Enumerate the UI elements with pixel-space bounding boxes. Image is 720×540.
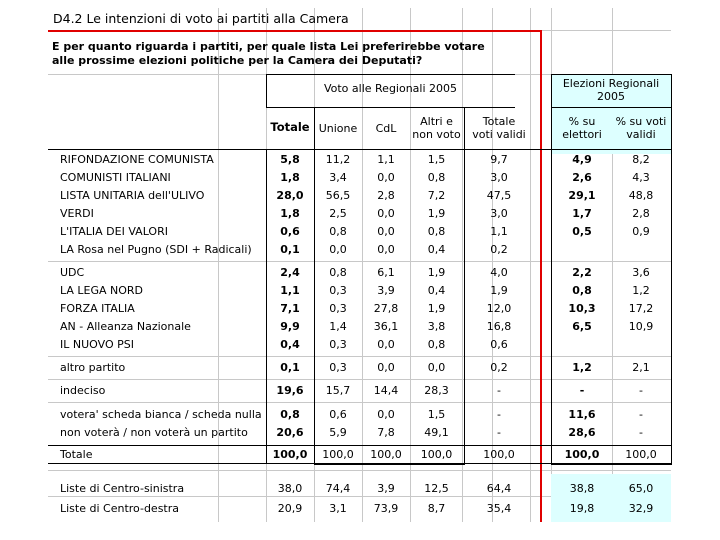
cell-tvv: - — [497, 408, 501, 421]
row-label: Totale — [60, 448, 93, 461]
row-label: LA Rosa nel Pugno (SDI + Radicali) — [60, 243, 252, 256]
cell-pv: 2,1 — [632, 361, 650, 374]
cell-pv: - — [639, 426, 643, 439]
cell-pv: 8,2 — [632, 153, 650, 166]
cell-tvv: - — [497, 426, 501, 439]
red-top-rule — [48, 30, 542, 32]
cell-pe: 38,8 — [569, 482, 595, 495]
col-header-perc-voti-validi: % su voti validi — [615, 115, 667, 141]
cell-totale: 0,6 — [280, 225, 300, 238]
cell-unione: 0,6 — [329, 408, 347, 421]
cell-unione: 0,3 — [329, 361, 347, 374]
cell-cdl: 0,0 — [377, 171, 395, 184]
cell-totale: 0,1 — [280, 243, 300, 256]
cell-altri: 1,9 — [427, 266, 446, 279]
cell-tvv: - — [497, 384, 501, 397]
cell-pe: 1,7 — [572, 207, 592, 220]
cell-cdl: 7,8 — [377, 426, 395, 439]
cell-tvv: 16,8 — [486, 320, 512, 333]
cell-totale: 2,4 — [280, 266, 300, 279]
col-header-totale-voti-validi: Totale voti validi — [472, 115, 526, 141]
cell-cdl: 3,9 — [377, 482, 395, 495]
row-label: VERDI — [60, 207, 94, 220]
cell-cdl: 0,0 — [377, 207, 395, 220]
row-label: LISTA UNITARIA dell'ULIVO — [60, 189, 205, 202]
row-label: Liste di Centro-sinistra — [60, 482, 185, 495]
cell-tvv: 1,1 — [490, 225, 508, 238]
cell-totale: 28,0 — [276, 189, 304, 202]
cell-totale: 0,4 — [280, 338, 300, 351]
col-header-altri: Altri e non voto — [412, 115, 461, 141]
cell-tvv: 1,9 — [490, 284, 508, 297]
row-label: COMUNISTI ITALIANI — [60, 171, 171, 184]
cell-pe: - — [579, 384, 585, 397]
cell-altri: 0,8 — [427, 338, 446, 351]
cell-totale: 100,0 — [272, 448, 308, 461]
cell-cdl: 0,0 — [377, 361, 395, 374]
cell-altri: 0,8 — [427, 171, 446, 184]
cell-unione: 1,4 — [329, 320, 347, 333]
cell-cdl: 0,0 — [377, 225, 395, 238]
row-label: RIFONDAZIONE COMUNISTA — [60, 153, 214, 166]
cell-pe: 28,6 — [568, 426, 596, 439]
cell-unione: 0,8 — [329, 266, 347, 279]
cell-altri: 0,4 — [427, 243, 446, 256]
row-label: LA LEGA NORD — [60, 284, 144, 297]
cell-tvv: 0,2 — [490, 243, 508, 256]
row-label: non voterà / non voterà un partito — [60, 426, 248, 439]
cell-pe: 2,2 — [572, 266, 592, 279]
red-divider — [540, 30, 542, 522]
cell-tvv: 0,6 — [490, 338, 508, 351]
cell-totale: 7,1 — [280, 302, 300, 315]
cell-cdl: 36,1 — [373, 320, 399, 333]
cell-altri: 1,9 — [427, 302, 446, 315]
row-label: L'ITALIA DEI VALORI — [60, 225, 168, 238]
cell-pv: 3,6 — [632, 266, 650, 279]
cell-pv: 2,8 — [632, 207, 650, 220]
grid-line — [48, 470, 671, 471]
cell-pv: - — [639, 408, 643, 421]
cell-cdl: 6,1 — [377, 266, 395, 279]
cell-pe: 29,1 — [568, 189, 596, 202]
cell-cdl: 0,0 — [377, 338, 395, 351]
cell-altri: 12,5 — [424, 482, 449, 495]
cell-unione: 3,1 — [329, 502, 347, 515]
cell-unione: 11,2 — [325, 153, 351, 166]
cell-totale: 38,0 — [277, 482, 303, 495]
cell-totale: 19,6 — [276, 384, 304, 397]
cell-pv: 48,8 — [628, 189, 654, 202]
row-label: UDC — [60, 266, 85, 279]
cell-pv: 4,3 — [632, 171, 650, 184]
cell-pv: 10,9 — [628, 320, 654, 333]
cell-altri: 8,7 — [427, 502, 446, 515]
cell-pe: 19,8 — [569, 502, 595, 515]
cell-tvv: 12,0 — [486, 302, 512, 315]
cell-pv: 0,9 — [632, 225, 650, 238]
cell-pe: 6,5 — [572, 320, 592, 333]
cell-unione: 3,4 — [329, 171, 347, 184]
cell-pv: 1,2 — [632, 284, 650, 297]
cell-pv: 100,0 — [625, 448, 657, 461]
row-label: FORZA ITALIA — [60, 302, 135, 315]
cell-unione: 100,0 — [322, 448, 354, 461]
cell-unione: 2,5 — [329, 207, 347, 220]
cell-pe: 0,5 — [572, 225, 592, 238]
cell-unione: 56,5 — [325, 189, 351, 202]
cell-cdl: 2,8 — [377, 189, 395, 202]
cell-altri: 49,1 — [424, 426, 449, 439]
col-header-unione: Unione — [318, 122, 358, 135]
cell-unione: 0,3 — [329, 302, 347, 315]
header-bottom-rule — [48, 149, 671, 150]
cell-altri: 0,4 — [427, 284, 446, 297]
cell-tvv: 35,4 — [486, 502, 512, 515]
cell-unione: 15,7 — [325, 384, 351, 397]
cell-cdl: 3,9 — [377, 284, 395, 297]
col-header-perc-elettori: % su elettori — [562, 115, 602, 141]
cell-altri: 1,5 — [427, 153, 446, 166]
row-label: altro partito — [60, 361, 126, 374]
cell-unione: 74,4 — [325, 482, 351, 495]
cell-pv: 32,9 — [628, 502, 654, 515]
cell-pe: 1,2 — [572, 361, 592, 374]
cell-unione: 0,8 — [329, 225, 347, 238]
cell-totale: 1,8 — [280, 171, 300, 184]
cell-totale: 5,8 — [280, 153, 300, 166]
vote-sub-rule — [266, 107, 515, 108]
cell-unione: 0,0 — [329, 243, 347, 256]
cell-altri: 0,0 — [427, 361, 446, 374]
cell-cdl: 27,8 — [373, 302, 399, 315]
cell-altri: 3,8 — [427, 320, 446, 333]
cell-cdl: 73,9 — [373, 502, 399, 515]
header-top-rule — [266, 74, 515, 75]
cell-tvv: 3,0 — [490, 171, 508, 184]
cell-pv: 17,2 — [628, 302, 654, 315]
cell-tvv: 0,2 — [490, 361, 508, 374]
cell-unione: 0,3 — [329, 284, 347, 297]
col-header-totale: Totale — [270, 120, 310, 134]
row-label: AN - Alleanza Nazionale — [60, 320, 191, 333]
cell-totale: 20,9 — [277, 502, 303, 515]
cell-pe: 100,0 — [564, 448, 600, 461]
row-label: indeciso — [60, 384, 106, 397]
row-label: Liste di Centro-destra — [60, 502, 180, 515]
cell-totale: 9,9 — [280, 320, 300, 333]
cell-tvv: 4,0 — [490, 266, 508, 279]
cell-cdl: 100,0 — [370, 448, 402, 461]
totale-top-rule — [48, 445, 671, 446]
cell-cdl: 0,0 — [377, 243, 395, 256]
cell-unione: 0,3 — [329, 338, 347, 351]
cell-tvv: 47,5 — [486, 189, 512, 202]
regional-sub-rule — [551, 107, 671, 108]
cell-pe: 11,6 — [568, 408, 596, 421]
cell-pv: - — [639, 384, 643, 397]
cell-altri: 0,8 — [427, 225, 446, 238]
cell-altri: 1,9 — [427, 207, 446, 220]
cell-tvv: 64,4 — [486, 482, 512, 495]
cell-totale: 0,1 — [280, 361, 300, 374]
cell-pe: 2,6 — [572, 171, 592, 184]
cell-pe: 0,8 — [572, 284, 592, 297]
row-label: IL NUOVO PSI — [60, 338, 134, 351]
cell-totale: 1,1 — [280, 284, 300, 297]
group-header-vote: Voto alle Regionali 2005 — [323, 82, 458, 95]
totale-bottom-rule — [48, 463, 671, 464]
cell-totale: 1,8 — [280, 207, 300, 220]
cell-pv: 65,0 — [628, 482, 654, 495]
cell-altri: 7,2 — [427, 189, 446, 202]
cell-pe: 10,3 — [568, 302, 596, 315]
group-header-regional: Elezioni Regionali 2005 — [562, 77, 660, 103]
cell-cdl: 1,1 — [377, 153, 395, 166]
cell-tvv: 3,0 — [490, 207, 508, 220]
cell-altri: 100,0 — [420, 448, 453, 461]
cell-tvv: 100,0 — [483, 448, 515, 461]
col-header-cdl: CdL — [375, 122, 397, 135]
cell-unione: 5,9 — [329, 426, 347, 439]
table-title: D4.2 Le intenzioni di voto ai partiti alla Camera — [53, 11, 349, 26]
cell-altri: 28,3 — [424, 384, 449, 397]
row-label: votera' scheda bianca / scheda nulla — [60, 408, 262, 421]
cell-altri: 1,5 — [427, 408, 446, 421]
cell-cdl: 0,0 — [377, 408, 395, 421]
cell-tvv: 9,7 — [490, 153, 508, 166]
cell-pe: 4,9 — [572, 153, 592, 166]
question-text: E per quanto riguarda i partiti, per quale lista Lei preferirebbe votare alle prossime elezioni politiche per la Camera dei Deputati? — [52, 40, 485, 67]
cell-cdl: 14,4 — [373, 384, 399, 397]
cell-totale: 0,8 — [280, 408, 300, 421]
cell-totale: 20,6 — [276, 426, 304, 439]
